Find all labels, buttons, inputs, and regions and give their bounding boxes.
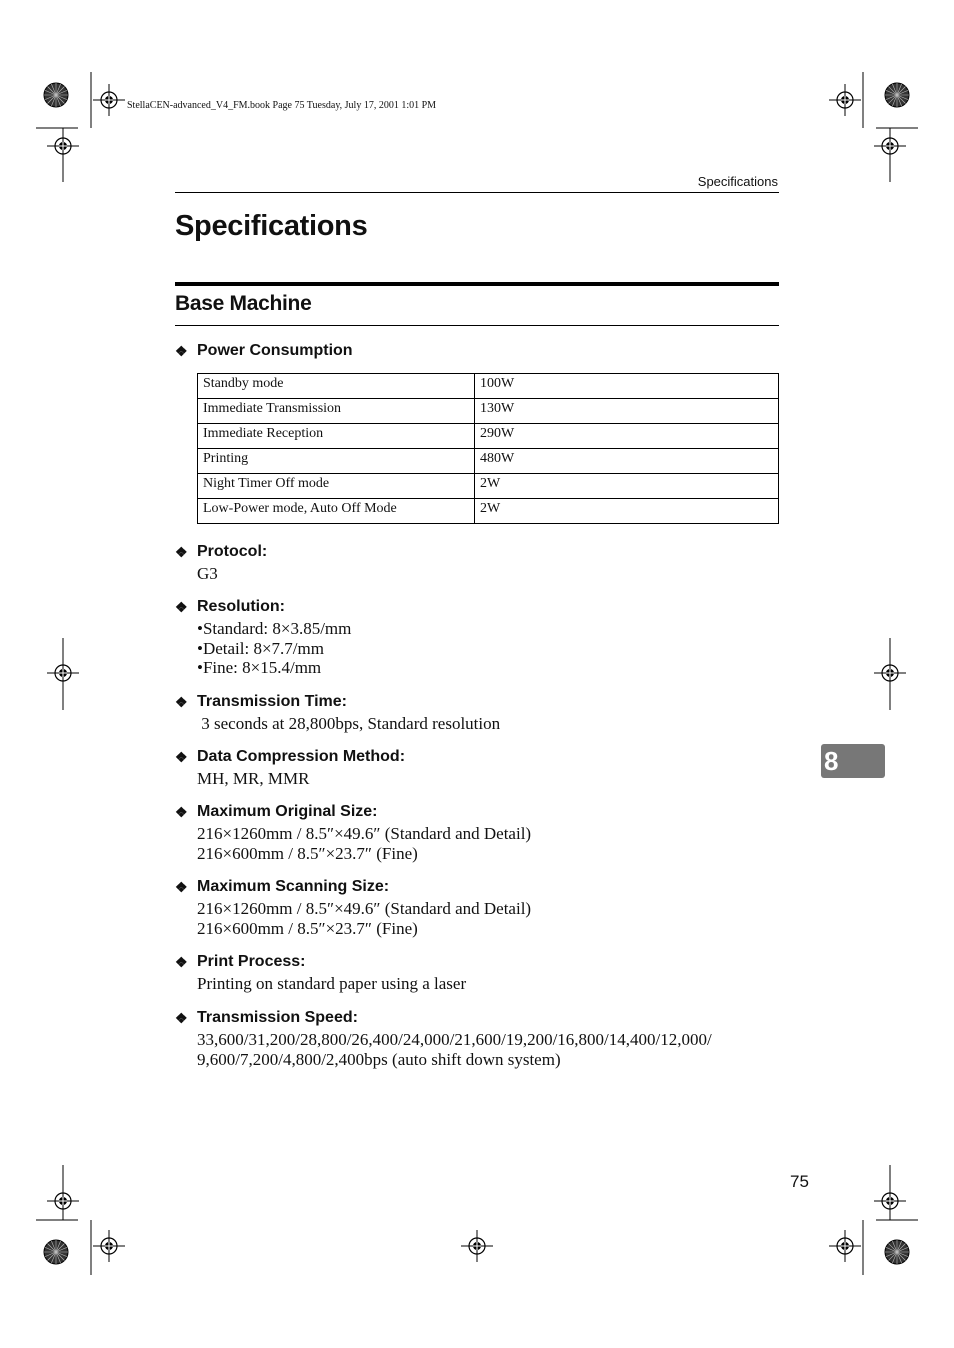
spec-heading: Resolution: xyxy=(197,598,285,615)
spec-heading: Print Process: xyxy=(197,953,306,970)
mode-cell: Immediate Transmission xyxy=(198,399,475,424)
mode-cell: Standby mode xyxy=(198,374,475,399)
print-slug: StellaCEN-advanced_V4_FM.book Page 75 Tuesday, July 17, 2001 1:01 PM xyxy=(127,100,437,111)
mode-cell: Immediate Reception xyxy=(198,424,475,449)
value-cell: 100W xyxy=(475,374,779,399)
spec-heading: Protocol: xyxy=(197,543,268,560)
spec-max-original-size xyxy=(175,802,785,863)
diamond-bullet-icon: ❖ xyxy=(175,598,188,615)
table-row xyxy=(198,499,779,524)
table-row xyxy=(198,399,779,424)
value-cell: 290W xyxy=(475,424,779,449)
spec-heading: Maximum Original Size: xyxy=(197,803,378,820)
section-rule-top xyxy=(175,282,779,286)
spec-heading: Data Compression Method: xyxy=(197,748,406,765)
table-row xyxy=(198,424,779,449)
spec-transmission-time xyxy=(175,692,785,734)
spec-line: Printing on standard paper using a laser xyxy=(197,974,467,993)
spec-heading: Maximum Scanning Size: xyxy=(197,878,390,895)
spec-heading: Power Consumption xyxy=(197,342,353,359)
spec-line: MH, MR, MMR xyxy=(197,769,310,788)
diamond-bullet-icon: ❖ xyxy=(175,748,188,765)
page-number: 75 xyxy=(790,1172,809,1191)
power-consumption-table xyxy=(197,373,779,524)
value-cell: 480W xyxy=(475,449,779,474)
diamond-bullet-icon: ❖ xyxy=(175,693,188,710)
mode-cell: Printing xyxy=(198,449,475,474)
spec-line: 216×1260mm / 8.5″×49.6″ (Standard and Detail) xyxy=(197,899,532,918)
spec-resolution xyxy=(175,597,785,678)
spec-print-process xyxy=(175,952,785,994)
value-cell: 2W xyxy=(475,499,779,524)
diamond-bullet-icon: ❖ xyxy=(175,878,188,895)
spec-line: •Fine: 8×15.4/mm xyxy=(197,658,322,677)
table-row xyxy=(198,374,779,399)
header-divider xyxy=(175,192,779,193)
diamond-bullet-icon: ❖ xyxy=(175,953,188,970)
mode-cell: Low-Power mode, Auto Off Mode xyxy=(198,499,475,524)
diamond-bullet-icon: ❖ xyxy=(175,803,188,820)
mode-cell: Night Timer Off mode xyxy=(198,474,475,499)
diamond-bullet-icon: ❖ xyxy=(175,342,188,359)
value-cell: 130W xyxy=(475,399,779,424)
table-row xyxy=(198,474,779,499)
table-row xyxy=(198,449,779,474)
spec-data-compression xyxy=(175,747,785,789)
spec-heading: Transmission Speed: xyxy=(197,1009,358,1026)
chapter-tab: 8 xyxy=(821,744,885,778)
value-cell: 2W xyxy=(475,474,779,499)
spec-power-consumption xyxy=(175,341,785,361)
spec-line: 216×600mm / 8.5″×23.7″ (Fine) xyxy=(197,843,418,863)
spec-transmission-speed xyxy=(175,1008,785,1069)
section-rule-bottom xyxy=(175,325,779,326)
spec-line: •Detail: 8×7.7/mm xyxy=(197,638,324,658)
page-title: Specifications xyxy=(175,210,368,242)
spec-max-scanning-size xyxy=(175,877,785,938)
running-head: Specifications xyxy=(697,174,778,189)
spec-line: 33,600/31,200/28,800/26,400/24,000/21,600/19,200/16,800/14,400/12,000/ xyxy=(197,1030,712,1049)
spec-heading: Transmission Time: xyxy=(197,693,347,710)
spec-line: •Standard: 8×3.85/mm xyxy=(197,619,352,638)
spec-line: 216×1260mm / 8.5″×49.6″ (Standard and Detail) xyxy=(197,824,532,843)
diamond-bullet-icon: ❖ xyxy=(175,1009,188,1026)
section-title: Base Machine xyxy=(175,292,312,315)
spec-line: 3 seconds at 28,800bps, Standard resolution xyxy=(197,714,501,733)
spec-line: 9,600/7,200/4,800/2,400bps (auto shift down system) xyxy=(197,1049,561,1069)
spec-line: 216×600mm / 8.5″×23.7″ (Fine) xyxy=(197,918,418,938)
diamond-bullet-icon: ❖ xyxy=(175,543,188,560)
spec-protocol xyxy=(175,542,785,584)
spec-line: G3 xyxy=(197,564,218,583)
